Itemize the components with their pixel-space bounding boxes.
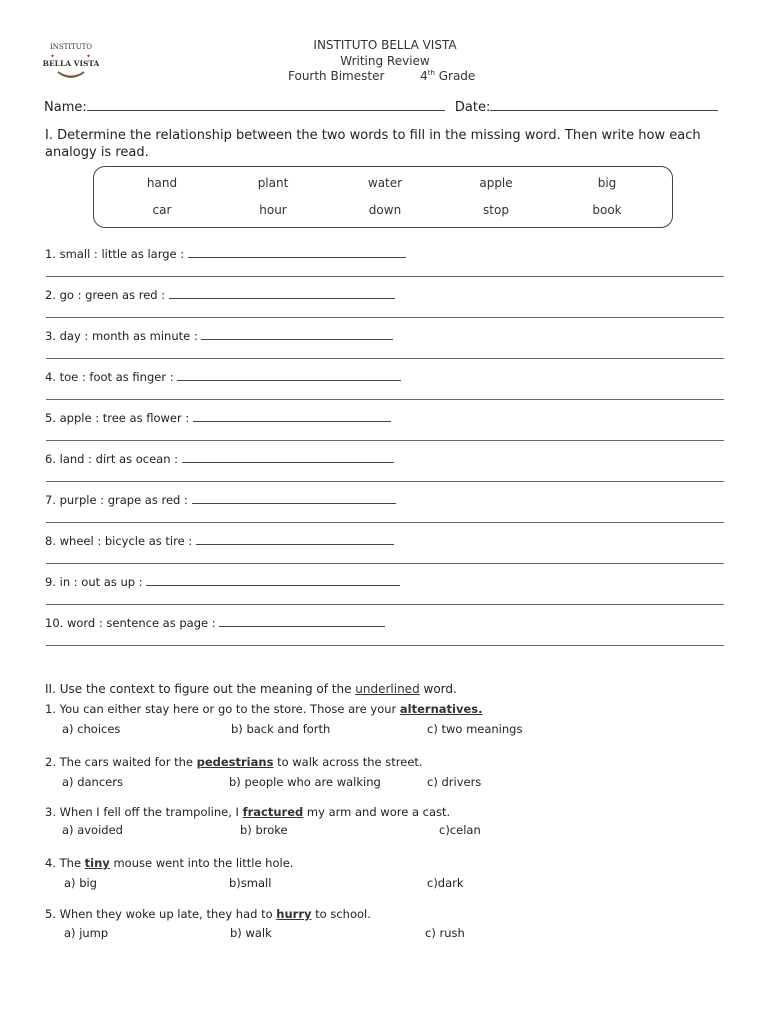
analogy-question	[45, 574, 400, 589]
question-text-end: my arm and wore a cast.	[303, 805, 451, 819]
underlined-word: hurry	[276, 907, 312, 921]
answer-line[interactable]	[46, 276, 724, 277]
question-text: 2. The cars waited for the	[45, 755, 197, 769]
worksheet-subject: Writing Review	[340, 54, 430, 68]
underlined-word: fractured	[242, 805, 304, 819]
question-text: 3. When I fell off the trampoline, I	[45, 805, 243, 819]
word-bank-item: hour	[259, 203, 287, 217]
analogy-question	[45, 369, 401, 384]
question-text-end: mouse went into the little hole.	[109, 856, 294, 870]
analogy-question	[45, 492, 396, 507]
option-c[interactable]: c)celan	[439, 823, 481, 837]
context-question	[45, 856, 293, 870]
question-text: 4. toe : foot as finger :	[45, 370, 174, 384]
answer-blank[interactable]	[193, 410, 391, 422]
logo-name-text: BELLA VISTA	[42, 59, 100, 68]
name-date-row	[44, 99, 724, 115]
option-c[interactable]: c) two meanings	[427, 722, 523, 736]
answer-line[interactable]	[46, 604, 724, 605]
option-c[interactable]: c) drivers	[427, 775, 482, 789]
analogy-question	[45, 451, 394, 466]
grade-number: 4	[420, 69, 428, 83]
underlined-word: tiny	[84, 856, 110, 870]
logo-arc-text: INSTITUTO	[49, 43, 93, 51]
option-a[interactable]: a) choices	[62, 722, 121, 736]
word-bank-item: apple	[479, 176, 513, 190]
section2-title	[45, 682, 457, 696]
grade-suffix: th	[427, 69, 435, 77]
answer-blank[interactable]	[146, 574, 400, 586]
question-text: 8. wheel : bicycle as tire :	[45, 534, 193, 548]
option-b[interactable]: b) walk	[230, 926, 272, 940]
section1-title-line1: I. Determine the relationship between the two words to fill in the missing word. Then write how each	[45, 128, 701, 143]
answer-blank[interactable]	[219, 615, 385, 627]
question-text-end: to school.	[311, 907, 371, 921]
question-text: 7. purple : grape as red :	[45, 493, 188, 507]
answer-blank[interactable]	[201, 328, 393, 340]
answer-line[interactable]	[46, 522, 724, 523]
option-b[interactable]: b) people who are walking	[229, 775, 381, 789]
section2-title-text: II. Use the context to figure out the meaning of the	[45, 682, 356, 696]
word-bank-box	[93, 166, 673, 228]
section2-title-underlined: underlined	[355, 682, 420, 696]
analogy-question	[45, 410, 391, 425]
option-b[interactable]: b) broke	[240, 823, 288, 837]
context-question	[45, 907, 371, 921]
option-b[interactable]: b) back and forth	[231, 722, 331, 736]
word-bank-item: down	[368, 203, 402, 217]
answer-line[interactable]	[46, 317, 724, 318]
option-a[interactable]: a) big	[64, 876, 97, 890]
answer-line[interactable]	[46, 563, 724, 564]
date-label: Date:	[454, 100, 491, 115]
context-question	[45, 702, 482, 716]
option-a[interactable]: a) jump	[64, 926, 109, 940]
underlined-word: alternatives.	[399, 702, 483, 716]
name-field[interactable]	[87, 99, 445, 111]
word-bank-item: water	[367, 176, 403, 190]
answer-line[interactable]	[46, 399, 724, 400]
context-question	[45, 755, 423, 769]
analogy-question	[45, 328, 393, 343]
answer-line[interactable]	[46, 358, 724, 359]
word-bank-item: plant	[257, 176, 289, 190]
option-b[interactable]: b)small	[229, 876, 272, 890]
section1-title	[45, 128, 735, 160]
analogy-question	[45, 246, 406, 261]
question-text: 2. go : green as red :	[45, 288, 166, 302]
section1-title-line2: analogy is read.	[45, 145, 149, 160]
underlined-word: pedestrians	[196, 755, 274, 769]
answer-line[interactable]	[46, 645, 724, 646]
analogy-question	[45, 615, 385, 630]
answer-blank[interactable]	[188, 246, 406, 258]
word-bank-item: stop	[483, 203, 509, 217]
grade-word: Grade	[438, 69, 476, 83]
analogy-question	[45, 533, 394, 548]
svg-text:✦: ✦	[50, 53, 56, 60]
word-bank-item: book	[592, 203, 622, 217]
name-label: Name:	[44, 100, 87, 115]
question-text: 6. land : dirt as ocean :	[45, 452, 179, 466]
option-a[interactable]: a) avoided	[62, 823, 123, 837]
answer-blank[interactable]	[192, 492, 396, 504]
answer-blank[interactable]	[169, 287, 395, 299]
term-label: Fourth Bimester	[288, 69, 385, 83]
answer-blank[interactable]	[196, 533, 394, 545]
answer-line[interactable]	[46, 481, 724, 482]
answer-line[interactable]	[46, 440, 724, 441]
question-text: 9. in : out as up :	[45, 575, 143, 589]
school-name: INSTITUTO BELLA VISTA	[313, 38, 457, 52]
answer-blank[interactable]	[182, 451, 394, 463]
option-c[interactable]: c)dark	[427, 876, 464, 890]
word-bank-item: hand	[146, 176, 178, 190]
context-question	[45, 805, 450, 819]
question-text: 5. apple : tree as flower :	[45, 411, 190, 425]
option-c[interactable]: c) rush	[425, 926, 465, 940]
question-text-end: to walk across the street.	[273, 755, 423, 769]
answer-blank[interactable]	[177, 369, 401, 381]
question-text: 5. When they woke up late, they had to	[45, 907, 277, 921]
term-grade-line	[288, 69, 475, 83]
question-text: 10. word : sentence as page :	[45, 616, 216, 630]
svg-text:✦: ✦	[86, 53, 92, 60]
question-text: 1. You can either stay here or go to the store. Those are your	[45, 702, 400, 716]
date-field[interactable]	[490, 99, 718, 111]
analogy-question	[45, 287, 395, 302]
question-text: 4. The	[45, 856, 85, 870]
word-bank-item: car	[152, 203, 172, 217]
option-a[interactable]: a) dancers	[62, 775, 123, 789]
word-bank-item: big	[597, 176, 617, 190]
section2-title-end: word.	[419, 682, 457, 696]
question-text: 3. day : month as minute :	[45, 329, 198, 343]
question-text: 1. small : little as large :	[45, 247, 185, 261]
